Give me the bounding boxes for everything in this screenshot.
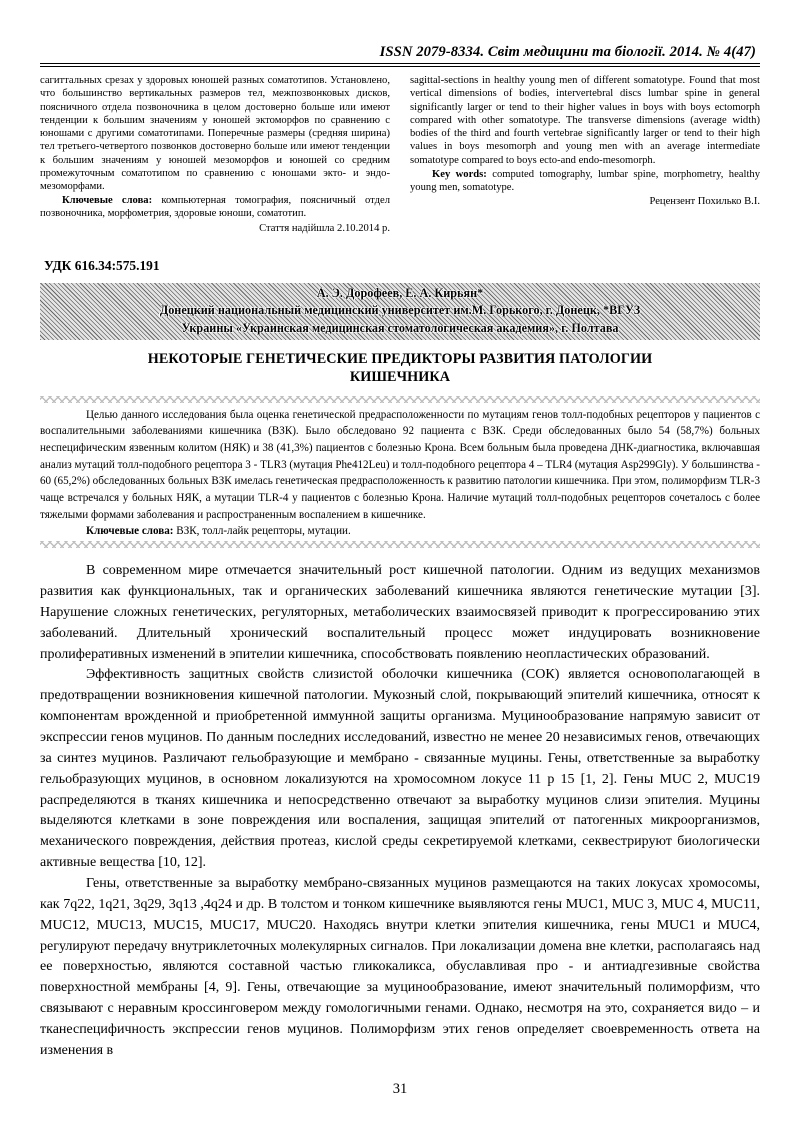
body-paragraph: В современном мире отмечается значительный рост кишечной патологии. Одним из ведущих механизмов развития как функциональных, так и органических заболеваний кишечника являются генетические мутации [3]. Нарушение сложных генетических, регуляторных, метаболических взаимосвязей приводит к прогрессированию этих заболеваний. Длительный хронический воспалительный процесс может индуцировать возникновение пролиферативных изменений в эпителии кишечника, способствовать появлению неопластических образований. bbox=[40, 563, 760, 662]
keywords-value-ru: компьютерная томография, поясничный отдел позвоночника, морфометрия, здоровые юноши, соматотип. bbox=[40, 195, 390, 220]
article-keywords bbox=[40, 523, 760, 540]
running-head-rule bbox=[40, 63, 760, 67]
article-abstract-block bbox=[40, 407, 760, 541]
running-head: ISSN 2079-8334. Світ медицини та біології. 2014. № 4(47) bbox=[379, 44, 756, 60]
abstract-text-en: sagittal-sections in healthy young men of different somatotype. Found that most vertical dimensions of bodies, intervertebral discs lumbar spine in general significantly larger or tend to their higher values in boys with boys ectomorph compared with other somatotype. The transverse dimensions (average width) bodies of the third and fourth vertebrae significantly larger or tend to their high values in boys mesomorph and young men with an average intermediate somatotype compared to boys ecto-and endo-mesomorph. bbox=[410, 75, 760, 166]
abstract-column-ru bbox=[40, 74, 390, 235]
abstract-column-en bbox=[410, 74, 760, 208]
keywords-value-en: computed tomography, lumbar spine, morphometry, healthy young men, somatotype. bbox=[410, 168, 760, 193]
previous-article-abstracts bbox=[40, 74, 760, 235]
affiliation-line-1: Донецкий национальный медицинский университет им.М. Горького, г. Донецк, *ВГУЗ bbox=[159, 303, 641, 318]
keywords-en bbox=[410, 168, 760, 195]
body-paragraph: Эффективность защитных свойств слизистой оболочки кишечника (СОК) является основополагающей в предотвращении возникновения кишечной патологии. Мукозный слой, покрывающий эпителий кишечника, относят к компонентам врожденной и приобретенной иммунной защиты организма. Муцинообразование напрямую зависит от экспрессии генов муцинов. По данным последних исследований, известно не менее 20 независимых генов, отвечающих за синтез муцинов. Различают гельобразующие и мембрано - связанные муцины. Гены, ответственные за выработку гельобразующих муцинов, в основном локализуются на хромосомном локусе 11 р 15 [1, 2]. Гены MUC 2, MUC19 распределяются в тканях кишечника и непосредственно отвечают за выработку муцинов слизи эпителия. Муцины выделяются клетками в зоне повреждения или воспаления, защищая эпителий от патогенных микроорганизмов, механического повреждения, действия протеаз, кислой среды секретируемой клетками, секвестрируют биологически активные вещества [10, 12]. bbox=[40, 667, 760, 871]
article-keywords-label: Ключевые слова: bbox=[86, 525, 174, 538]
article-keywords-value: ВЗК, толл-лайк рецепторы, мутации. bbox=[173, 525, 351, 538]
article-abstract-text: Целью данного исследования была оценка генетической предрасположенности по мутациям генов толл-подобных рецепторов у пациентов с воспалительными заболеваниями кишечника (ВЗК). Было обследовано 92 пациента с ВЗК. Среди обследованных было 54 (58,7%) больных неспецифическим язвенным колитом (НЯК) и 38 (41,3%) пациентов с болезнью Крона. Всем больным была проведена ДНК-диагностика, включавшая анализ мутаций толл-подобного рецептора 3 - TLR3 (мутация Phe412Leu) и толл-подобного рецептора 4 – TLR4 (мутация Asp299Gly). У большинства - 60 (65,2%) обследованных больных ВЗК имелась генетическая предрасположенность к развитию патологии кишечника. При этом, полиморфизм TLR-3 чаще встречался у больных НЯК, а мутации TLR-4 у пациентов с болезнью Крона. Наличие мутаций толл-подобных рецепторов сочеталось с более тяжелыми формами заболевания и распространенным воспалением в кишечнике. bbox=[40, 408, 760, 521]
authors-affiliation-band bbox=[40, 283, 760, 340]
udk-code: УДК 616.34:575.191 bbox=[44, 257, 160, 273]
wavy-divider-bottom bbox=[40, 541, 760, 548]
body-paragraph: Гены, ответственные за выработку мембрано-связанных муцинов размещаются на таких локусах хромосомы, как 7q22, 1q21, 3q29, 3q13 ,4q24 и др. В толстом и тонком кишечнике выявляются гены MUC1, MUC 3, MUC 4, MUC11, MUC12, MUC13, MUC15, MUC17, MUC20. Находясь внутри клетки эпителия кишечника, гены MUC1 и MUC4, регулируют передачу внутриклеточных молекулярных сигналов. При локализации домена вне клетки, располагаясь над ее поверхностью, являются составной частью гликокаликса, обуславливая про - и антиадгезивные свойства поверхностной мембраны [4, 9]. Гены, отвечающие за муцинообразование, имеют значительный полиморфизм, что связывают с неравным кроссинговером между гомологичными генами. Однако, несмотря на это, сохраняется видо – и тканеспецифичность экспрессии генов муцинов. Полиморфизм этих генов определяет своевременность ответа на изменения в bbox=[40, 875, 760, 1058]
submitted-note: Стаття надійшла 2.10.2014 р. bbox=[259, 222, 390, 234]
article-body bbox=[40, 561, 760, 1062]
keywords-label-en: Key words: bbox=[432, 168, 487, 180]
authors-names: А. Э. Дорофеев, Е. А. Кирьян* bbox=[316, 285, 484, 300]
abstract-text-ru: сагиттальных срезах у здоровых юношей разных соматотипов. Установлено, что большинство вертикальных размеров тел, межпозвонковых дисков, поясничного отдела позвоночника в целом достоверно больше или имеют тенденции к большим значениям у юношей эктоморфов по сравнению с юношами с другими соматотипами. Поперечные размеры (средняя ширина) тел третьего-четвертого позвонков достоверно больше или имеют тенденции к большим значениям у юношей мезоморфов и юношей со средним промежуточным соматотипом по сравнению с юношами экто- и эндо-мезоморфами. bbox=[40, 75, 390, 193]
reviewer-note: Рецензент Похилько В.І. bbox=[649, 196, 760, 208]
page-number: 31 bbox=[392, 1081, 408, 1097]
wavy-divider-top bbox=[40, 396, 760, 403]
affiliation-line-2: Украины «Украинская медицинская стоматологическая академия», г. Полтава bbox=[181, 320, 619, 335]
article-title: НЕКОТОРЫЕ ГЕНЕТИЧЕСКИЕ ПРЕДИКТОРЫ РАЗВИТИЯ ПАТОЛОГИИ КИШЕЧНИКА bbox=[147, 351, 653, 386]
keywords-label-ru: Ключевые слова: bbox=[62, 195, 153, 207]
keywords-ru bbox=[40, 194, 390, 221]
